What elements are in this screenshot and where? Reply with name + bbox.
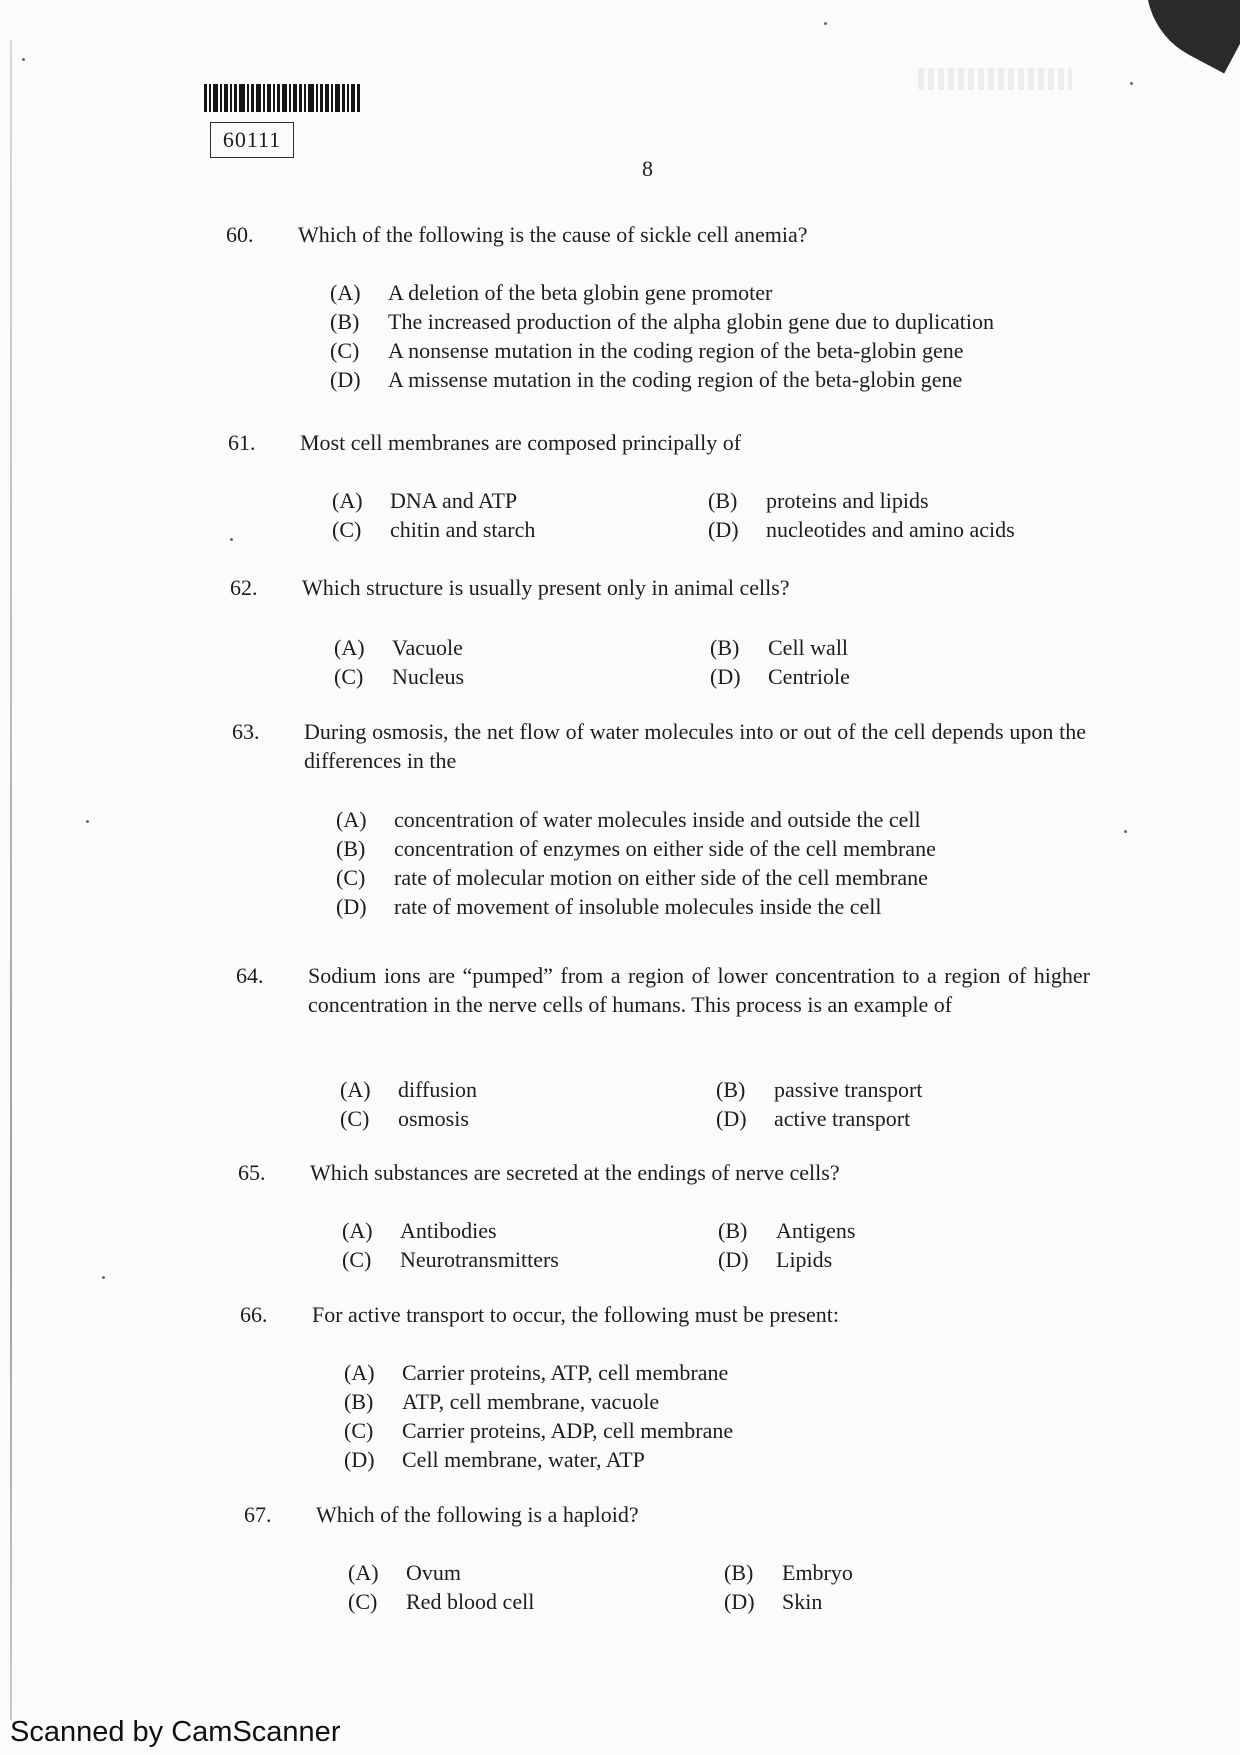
page-edge (10, 40, 12, 1720)
question-number: 67. (244, 1502, 272, 1527)
option-letter: (D) (708, 517, 739, 542)
option-letter: (B) (724, 1560, 754, 1585)
option-text: ATP, cell membrane, vacuole (402, 1389, 660, 1414)
option-letter: (A) (334, 635, 365, 660)
option-text: nucleotides and amino acids (766, 517, 1015, 542)
option-letter: (A) (330, 280, 361, 305)
option-a (332, 486, 517, 515)
question-number: 61. (228, 430, 256, 455)
option-text: rate of movement of insoluble molecules inside the cell (394, 894, 882, 919)
option-text: Embryo (782, 1560, 853, 1585)
option-d (344, 1445, 645, 1474)
option-letter: (C) (344, 1418, 374, 1443)
paper-code: 60111 (210, 122, 294, 158)
option-b (344, 1387, 659, 1416)
option-letter: (C) (332, 517, 362, 542)
option-text: concentration of water molecules inside and outside the cell (394, 807, 921, 832)
option-d (708, 515, 1015, 544)
question-number: 62. (230, 575, 258, 600)
option-text: Antibodies (400, 1218, 497, 1243)
option-text: Lipids (776, 1247, 833, 1272)
option-letter: (C) (330, 338, 360, 363)
question-number: 65. (238, 1160, 266, 1185)
option-letter: (A) (332, 488, 363, 513)
option-b (724, 1558, 853, 1587)
option-text: Carrier proteins, ATP, cell membrane (402, 1360, 729, 1385)
question-text: Which substances are secreted at the endings of nerve cells? (310, 1160, 840, 1185)
option-a (336, 805, 921, 834)
option-a (344, 1358, 728, 1387)
option-letter: (D) (344, 1447, 375, 1472)
question-number: 63. (232, 719, 260, 744)
option-letter: (A) (336, 807, 367, 832)
barcode (204, 84, 362, 112)
question-number: 66. (240, 1302, 268, 1327)
option-c (342, 1245, 559, 1274)
option-b (708, 486, 929, 515)
scanner-watermark: Scanned by CamScanner (10, 1716, 341, 1748)
option-d (716, 1104, 910, 1133)
option-a (330, 278, 772, 307)
option-d (710, 662, 850, 691)
scan-speck (230, 538, 233, 541)
option-a (348, 1558, 461, 1587)
option-text: DNA and ATP (390, 488, 518, 513)
option-text: Vacuole (392, 635, 463, 660)
option-letter: (A) (342, 1218, 373, 1243)
option-letter: (B) (710, 635, 740, 660)
corner-shadow (1118, 0, 1240, 73)
option-a (342, 1216, 497, 1245)
option-a (334, 633, 463, 662)
option-letter: (B) (718, 1218, 748, 1243)
option-b (718, 1216, 855, 1245)
option-c (334, 662, 464, 691)
option-text: passive transport (774, 1077, 923, 1102)
option-letter: (A) (340, 1077, 371, 1102)
option-a (340, 1075, 477, 1104)
option-b (336, 834, 936, 863)
option-c (332, 515, 535, 544)
scan-speck (1130, 82, 1133, 85)
option-letter: (D) (336, 894, 367, 919)
question-text: Sodium ions are “pumped” from a region of lower concentration to a region of higher concentration in the nerve cells of humans. This process is an example of (308, 963, 1090, 1017)
option-text: Carrier proteins, ADP, cell membrane (402, 1418, 734, 1443)
option-text: Antigens (776, 1218, 856, 1243)
option-text: Red blood cell (406, 1589, 535, 1614)
option-letter: (A) (344, 1360, 375, 1385)
option-text: active transport (774, 1106, 911, 1131)
question-number: 60. (226, 222, 254, 247)
question-text: Which structure is usually present only in animal cells? (302, 575, 790, 600)
option-letter: (B) (716, 1077, 746, 1102)
option-c (330, 336, 964, 365)
scan-speck (1124, 830, 1127, 833)
option-text: Skin (782, 1589, 823, 1614)
option-c (348, 1587, 534, 1616)
option-b (710, 633, 848, 662)
option-letter: (D) (710, 664, 741, 689)
option-letter: (D) (330, 367, 361, 392)
option-letter: (C) (334, 664, 364, 689)
option-text: Cell wall (768, 635, 849, 660)
option-letter: (B) (708, 488, 738, 513)
option-c (344, 1416, 733, 1445)
option-b (330, 307, 994, 336)
option-text: Centriole (768, 664, 850, 689)
option-letter: (C) (342, 1247, 372, 1272)
option-text: rate of molecular motion on either side of the cell membrane (394, 865, 928, 890)
option-letter: (A) (348, 1560, 379, 1585)
option-text: diffusion (398, 1077, 478, 1102)
option-letter: (B) (330, 309, 360, 334)
option-text: osmosis (398, 1106, 469, 1131)
option-d (724, 1587, 822, 1616)
option-c (336, 863, 928, 892)
option-text: A deletion of the beta globin gene promoter (388, 280, 773, 305)
option-c (340, 1104, 469, 1133)
question-number: 64. (236, 963, 264, 988)
option-b (716, 1075, 922, 1104)
question-text: Which of the following is the cause of sickle cell anemia? (298, 222, 808, 247)
question-text: For active transport to occur, the following must be present: (312, 1302, 839, 1327)
option-letter: (C) (336, 865, 366, 890)
option-d (330, 365, 962, 394)
option-text: proteins and lipids (766, 488, 929, 513)
option-text: Nucleus (392, 664, 465, 689)
page-number: 8 (642, 156, 653, 181)
option-letter: (B) (336, 836, 366, 861)
option-text: Ovum (406, 1560, 461, 1585)
option-text: chitin and starch (390, 517, 536, 542)
question-text: During osmosis, the net flow of water molecules into or out of the cell depends upon the differences in the (304, 719, 1086, 773)
scan-speck (102, 1276, 105, 1279)
option-d (718, 1245, 832, 1274)
scan-speck (22, 58, 25, 61)
option-text: Cell membrane, water, ATP (402, 1447, 645, 1472)
option-letter: (D) (716, 1106, 747, 1131)
question-text: Most cell membranes are composed principally of (300, 430, 742, 455)
option-text: A nonsense mutation in the coding region of the beta-globin gene (388, 338, 964, 363)
option-letter: (C) (340, 1106, 370, 1131)
option-letter: (B) (344, 1389, 374, 1414)
question-text: Which of the following is a haploid? (316, 1502, 639, 1527)
option-text: Neurotransmitters (400, 1247, 559, 1272)
scan-speck (824, 22, 827, 25)
option-text: concentration of enzymes on either side of the cell membrane (394, 836, 936, 861)
option-letter: (D) (718, 1247, 749, 1272)
faded-stamp (918, 68, 1072, 90)
option-text: A missense mutation in the coding region of the beta-globin gene (388, 367, 963, 392)
option-text: The increased production of the alpha globin gene due to duplication (388, 309, 995, 334)
option-letter: (C) (348, 1589, 378, 1614)
option-d (336, 892, 882, 921)
scan-speck (86, 820, 89, 823)
option-letter: (D) (724, 1589, 755, 1614)
